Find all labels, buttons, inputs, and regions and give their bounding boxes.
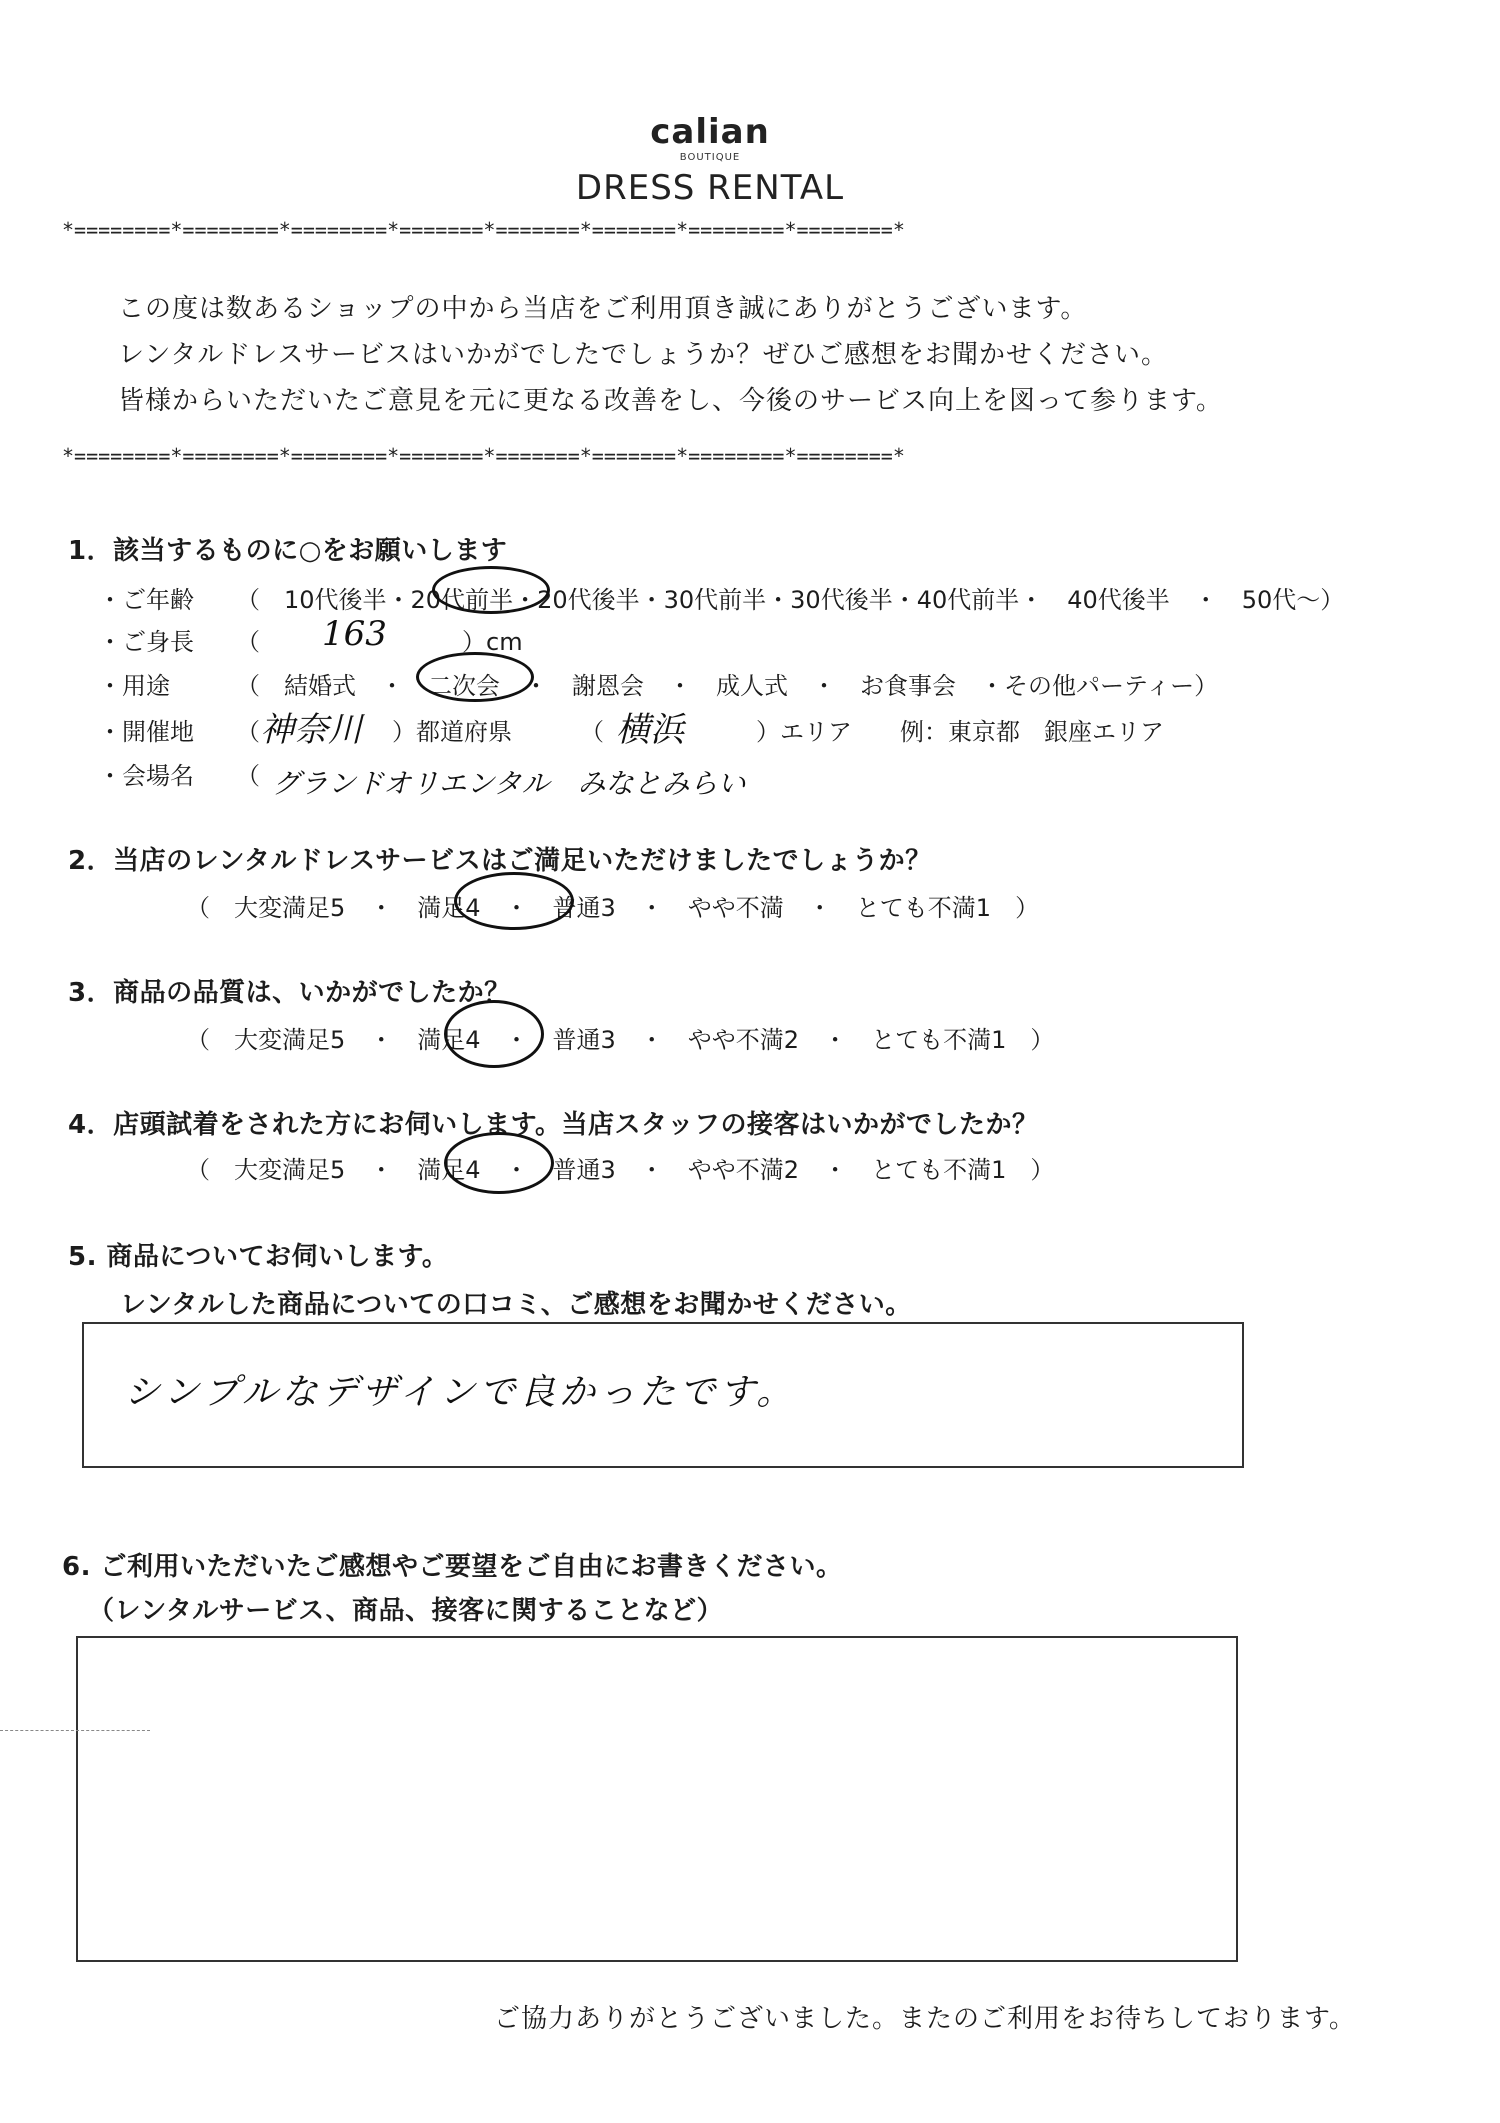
- q2-selection-circle: [454, 872, 574, 930]
- age-label: ・ご年齢: [98, 586, 194, 614]
- venue-name-open: （: [236, 762, 260, 790]
- venue-name-label: ・会場名: [98, 762, 194, 790]
- footer-thanks: ご協力ありがとうございました。またのご利用をお待ちしております。: [494, 2004, 1356, 2034]
- divider-bottom: *========*========*========*=======*=======*=======*========*========*: [62, 444, 905, 468]
- scan-artifact-line: [0, 1730, 150, 1731]
- height-open-paren: （: [236, 628, 260, 656]
- question-6-title: 6. ご利用いただいたご感想やご要望をご自由にお書きください。: [62, 1552, 843, 1582]
- question-2-options[interactable]: （ 大変満足5 ・ 満足4 ・ 普通3 ・ やや不満 ・ とても不満1 ）: [186, 894, 1040, 922]
- venue-name-value[interactable]: グランドオリエンタル みなとみらい: [272, 767, 746, 800]
- venue-area-suffix: ）エリア 例：東京都 銀座エリア: [756, 718, 1164, 746]
- q5-answer-box[interactable]: [82, 1322, 1244, 1468]
- height-label: ・ご身長: [98, 628, 194, 656]
- form-title: DRESS RENTAL: [575, 168, 845, 208]
- age-options[interactable]: （ 10代後半・20代前半・20代後半・30代前半・30代後半・40代前半・ 40代後半 ・ 50代～）: [236, 586, 1345, 614]
- venue-pref-open: （: [236, 718, 260, 746]
- venue-prefecture-label: ・開催地: [98, 718, 194, 746]
- question-3-title: 3．商品の品質は、いかがでしたか？: [68, 978, 511, 1008]
- q6-answer-box[interactable]: [76, 1636, 1238, 1962]
- venue-prefecture-value[interactable]: 神奈川: [260, 710, 362, 750]
- intro-line-1: この度は数あるショップの中から当店をご利用頂き誠にありがとうございます。: [118, 294, 1088, 324]
- question-6-subtitle: （レンタルサービス、商品、接客に関することなど）: [88, 1596, 724, 1626]
- purpose-label: ・用途: [98, 672, 170, 700]
- divider-top: *========*========*========*=======*=======*=======*========*========*: [62, 218, 905, 242]
- age-selection-circle: [432, 566, 550, 614]
- q4-selection-circle: [444, 1132, 554, 1194]
- brand-subtitle: BOUTIQUE: [679, 152, 741, 163]
- brand-logo: calian: [650, 112, 770, 152]
- question-4-options[interactable]: （ 大変満足5 ・ 満足4 ・ 普通3 ・ やや不満2 ・ とても不満1 ）: [186, 1156, 1055, 1184]
- question-2-title: 2．当店のレンタルドレスサービスはご満足いただけましたでしょうか？: [68, 846, 932, 876]
- question-4-title: 4．店頭試着をされた方にお伺いします。当店スタッフの接客はいかがでしたか？: [68, 1110, 1039, 1140]
- intro-line-3: 皆様からいただいたご意見を元に更なる改善をし、今後のサービス向上を図って参ります。: [118, 386, 1223, 416]
- venue-area-open: （: [580, 718, 604, 746]
- question-5-subtitle: レンタルした商品についての口コミ、ご感想をお聞かせください。: [120, 1290, 912, 1320]
- venue-area-value[interactable]: 横浜: [616, 710, 684, 750]
- question-3-options[interactable]: （ 大変満足5 ・ 満足4 ・ 普通3 ・ やや不満2 ・ とても不満1 ）: [186, 1026, 1055, 1054]
- purpose-options[interactable]: （ 結婚式 ・ 二次会 ・ 謝恩会 ・ 成人式 ・ お食事会 ・その他パーティー）: [236, 672, 1219, 700]
- intro-line-2: レンタルドレスサービスはいかがでしたでしょうか？ぜひご感想をお聞かせください。: [118, 340, 1169, 370]
- purpose-selection-circle: [416, 652, 534, 702]
- height-value[interactable]: 163: [322, 614, 387, 654]
- question-1-title: 1．該当するものに○をお願いします: [68, 536, 508, 566]
- question-5-title: 5. 商品についてお伺いします。: [68, 1242, 449, 1272]
- q3-selection-circle: [444, 1000, 544, 1068]
- venue-pref-suffix: ）都道府県: [392, 718, 512, 746]
- q5-answer-text: シンプルなデザインで良かったです。: [124, 1372, 797, 1413]
- height-unit: ）cm: [462, 628, 523, 656]
